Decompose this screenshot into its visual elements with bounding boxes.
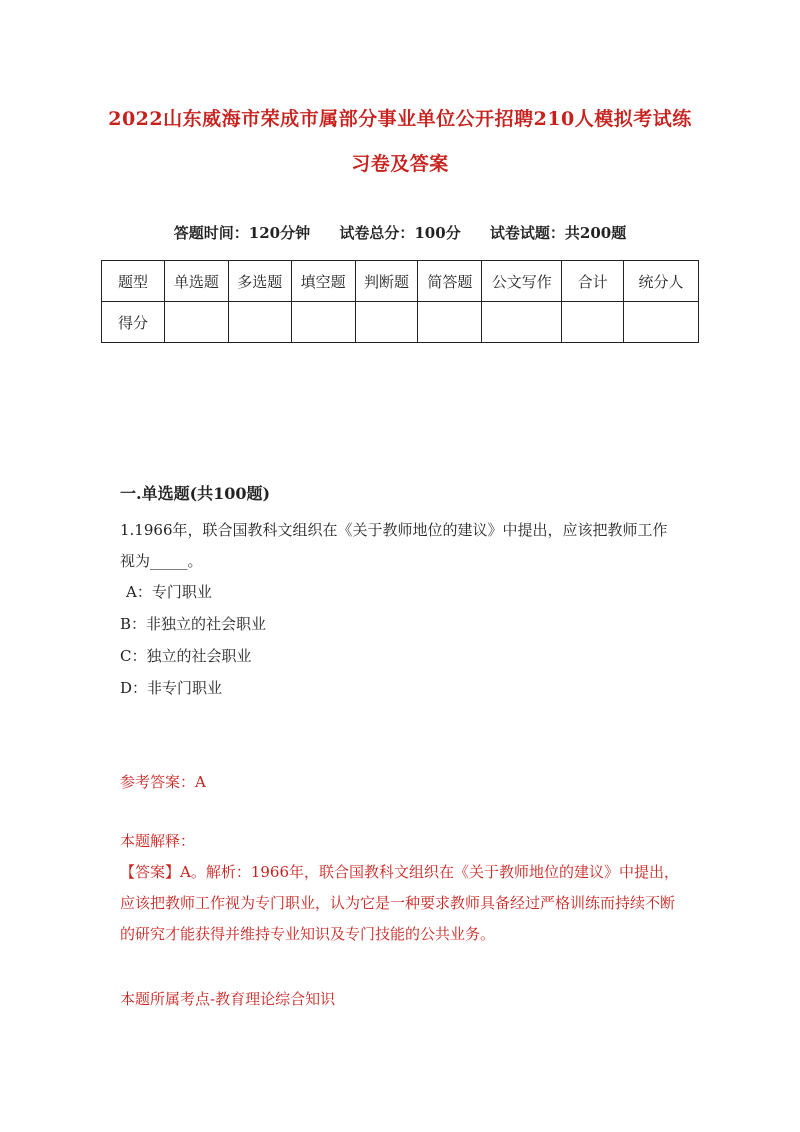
option-b: B：非独立的社会职业 [120, 615, 267, 633]
header-cell: 题型 [102, 261, 165, 302]
exam-time: 答题时间：120分钟 [173, 224, 311, 242]
knowledge-point: 本题所属考点-教育理论综合知识 [120, 990, 336, 1008]
score-table-row [102, 302, 699, 343]
header-cell: 填空题 [291, 261, 355, 302]
exam-meta [100, 222, 700, 243]
total-score: 试卷总分：100分 [339, 224, 461, 242]
option-d: D：非专门职业 [120, 679, 223, 697]
header-cell: 合计 [562, 261, 624, 302]
reference-answer: 参考答案：A [120, 773, 206, 791]
section-title: 一.单选题(共100题) [120, 484, 271, 503]
total-questions: 试卷试题：共200题 [489, 224, 627, 242]
score-cell [562, 302, 624, 343]
option-c: C：独立的社会职业 [120, 647, 252, 665]
score-cell [228, 302, 291, 343]
score-cell [482, 302, 562, 343]
header-cell: 单选题 [164, 261, 228, 302]
score-table [101, 260, 699, 343]
explanation-label: 本题解释： [120, 832, 196, 850]
explanation-text: 【答案】A。解析：1966年，联合国教科文组织在《关于教师地位的建议》中提出，应该把教师工作视为专门职业，认为它是一种要求教师具备经过严格训练而持续不断的研究才能获得并维持专业知识及专门技能的公共业务。 [120, 863, 680, 943]
score-cell [291, 302, 355, 343]
score-cell [164, 302, 228, 343]
header-cell: 简答题 [418, 261, 482, 302]
document-title-line-2: 习卷及答案 [351, 153, 449, 175]
score-table-header-row [102, 261, 699, 302]
score-cell [418, 302, 482, 343]
header-cell: 多选题 [228, 261, 291, 302]
option-a: A：专门职业 [126, 583, 212, 601]
score-cell [355, 302, 418, 343]
header-cell: 统分人 [624, 261, 699, 302]
question-text: 1.1966年，联合国教科文组织在《关于教师地位的建议》中提出，应该把教师工作视为_____。 [120, 521, 668, 570]
row-label: 得分 [102, 302, 165, 343]
document-title-line-1: 2022山东威海市荣成市属部分事业单位公开招聘210人模拟考试练 [108, 108, 692, 130]
header-cell: 判断题 [355, 261, 418, 302]
header-cell: 公文写作 [482, 261, 562, 302]
score-cell [624, 302, 699, 343]
